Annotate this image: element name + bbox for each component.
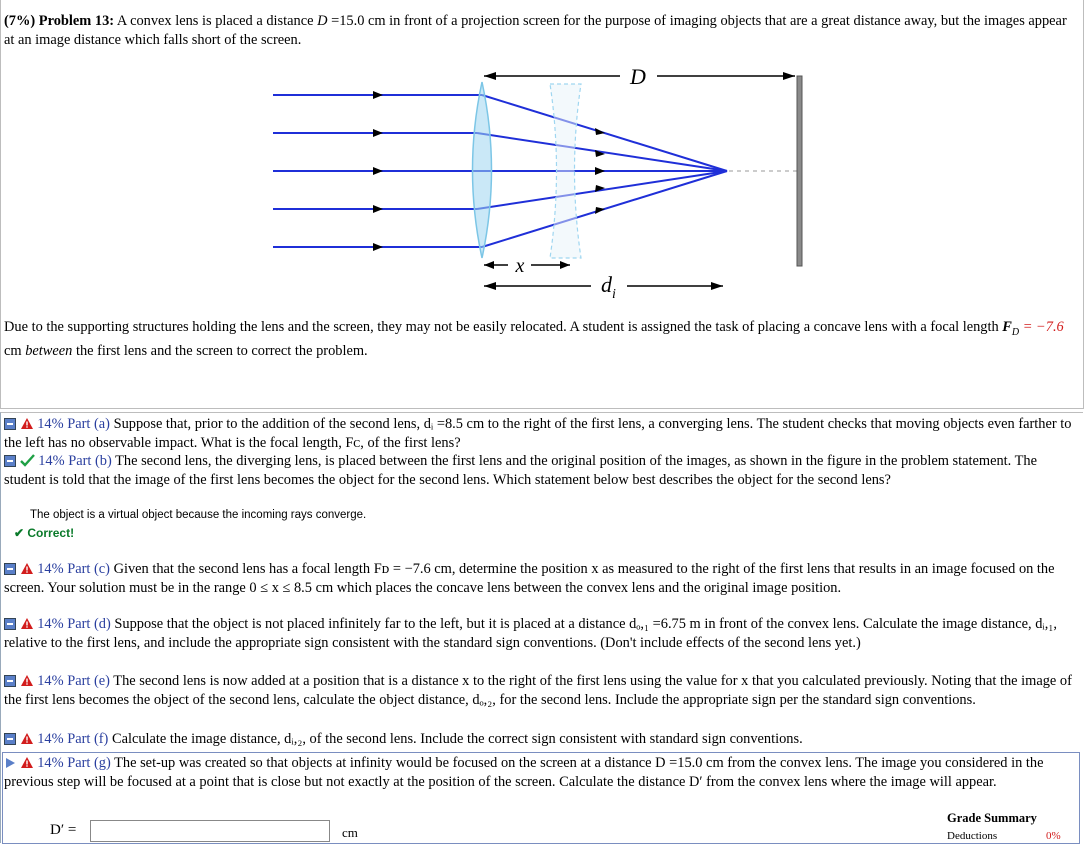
part-b-text: The second lens, the diverging lens, is placed between the first lens and the original position of the images, as shown in the figure in the problem statement. The student is told that the image of the first lens becomes the object for the second lens. Which statement below best describes the object for the second lens? (4, 453, 1037, 488)
part-d[interactable] (4, 615, 1076, 652)
label-D: D (630, 64, 646, 89)
part-c[interactable] (4, 560, 1076, 597)
deductions-percent: 0% (1046, 830, 1061, 842)
problem-weight: (7%) (4, 13, 36, 29)
warning-icon (20, 562, 34, 575)
part-b-answer: The object is a virtual object because the incoming rays converge. (30, 509, 367, 521)
minus-icon[interactable] (4, 563, 16, 575)
label-di: $d_i$ (601, 272, 616, 302)
warning-icon (20, 617, 34, 630)
part-f-tag: 14% Part (f) (37, 731, 109, 747)
problem-eq: =15.0 cm in front of a projection screen for the purpose of imaging objects that are a great distance away, but the images appear at an image distance which falls short of the screen. (4, 13, 1067, 48)
part-a-text: Suppose that, prior to the addition of the second lens, dᵢ =8.5 cm to the right of the first lens, a converging lens. The student checks that moving objects even farther to the left has no observable impact. What is the focal length, Fᴄ, of the first lens? (4, 416, 1072, 451)
convex-lens (473, 82, 492, 258)
incoming-rays (273, 95, 727, 247)
expand-icon[interactable] (4, 757, 16, 769)
part-g-tag: 14% Part (g) (37, 755, 111, 771)
problem-var-D: D (317, 13, 328, 29)
warning-icon (20, 732, 34, 745)
check-icon (20, 454, 35, 467)
deductions-label: Deductions (947, 830, 998, 842)
part-b[interactable] (4, 452, 1076, 489)
minus-icon[interactable] (4, 733, 16, 745)
label-x: x (515, 255, 525, 277)
problem-text: A convex lens is placed a distance (116, 13, 314, 29)
part-a[interactable] (4, 415, 1076, 452)
grade-summary-title: Grade Summary (947, 811, 1037, 825)
minus-icon[interactable] (4, 675, 16, 687)
part-b-status: ✔ Correct! (14, 526, 75, 540)
part-g-text: The set-up was created so that objects at infinity would be focused on the screen at a distance D =15.0 cm from the convex lens. The image you considered in the previous step will be focused at a point that is close but not exactly at the position of the screen. Calculate the distance D′ from the convex lens where the image will appear. (4, 755, 1044, 790)
projection-screen (797, 76, 802, 266)
part-e-tag: 14% Part (e) (37, 673, 110, 689)
minus-icon[interactable] (4, 455, 16, 467)
dimension-x (484, 255, 570, 277)
answer-unit: cm (342, 825, 358, 840)
answer-label: D′ = (50, 822, 77, 838)
problem-statement (4, 12, 1078, 50)
warning-icon (20, 417, 34, 430)
dimension-D (484, 64, 795, 89)
part-d-text: Suppose that the object is not placed infinitely far to the left, but it is placed at a distance dₒ,₁ =6.75 m in front of the convex lens. Calculate the image distance, dᵢ,₁, relative to the first lens, and include the appropriate sign consistent with the standard sign conventions. (Don't include effects of the second lens yet.) (4, 616, 1057, 651)
part-c-text: Given that the second lens has a focal length Fᴅ = −7.6 cm, determine the position x as measured to the right of the first lens that results in an image focused on the screen. Your solution must be in the range 0 ≤ x ≤ 8.5 cm which places the concave lens between the convex lens and the original image position. (4, 561, 1055, 596)
support-statement: Due to the supporting structures holding the lens and the screen, they may not be easily relocated. A student is assigned the task of placing a concave lens with a focal length $F_D = -7.6$ cm between the first lens and the screen to correct the problem. (4, 319, 1064, 359)
part-e[interactable] (4, 672, 1076, 709)
minus-icon[interactable] (4, 418, 16, 430)
lens-diagram (265, 62, 810, 307)
part-c-tag: 14% Part (c) (37, 561, 110, 577)
part-g[interactable] (4, 754, 1076, 791)
part-d-tag: 14% Part (d) (37, 616, 111, 632)
part-e-text: The second lens is now added at a position that is a distance x to the right of the first lens using the value for x that you calculated previously. Noting that the image of the first lens becomes the object of the second lens, calculate the object distance, dₒ,₂, for the second lens. Include the appropriate sign per the standard sign conventions. (4, 673, 1072, 708)
answer-input[interactable] (90, 820, 330, 842)
part-b-tag: 14% Part (b) (38, 453, 112, 469)
warning-icon (20, 756, 34, 769)
part-f[interactable] (4, 730, 1076, 749)
minus-icon[interactable] (4, 618, 16, 630)
part-a-tag: 14% Part (a) (37, 416, 110, 432)
part-f-text: Calculate the image distance, dᵢ,₂, of the second lens. Include the correct sign consistent with standard sign conventions. (111, 731, 803, 747)
problem-label: Problem 13: (38, 13, 115, 29)
warning-icon (20, 674, 34, 687)
